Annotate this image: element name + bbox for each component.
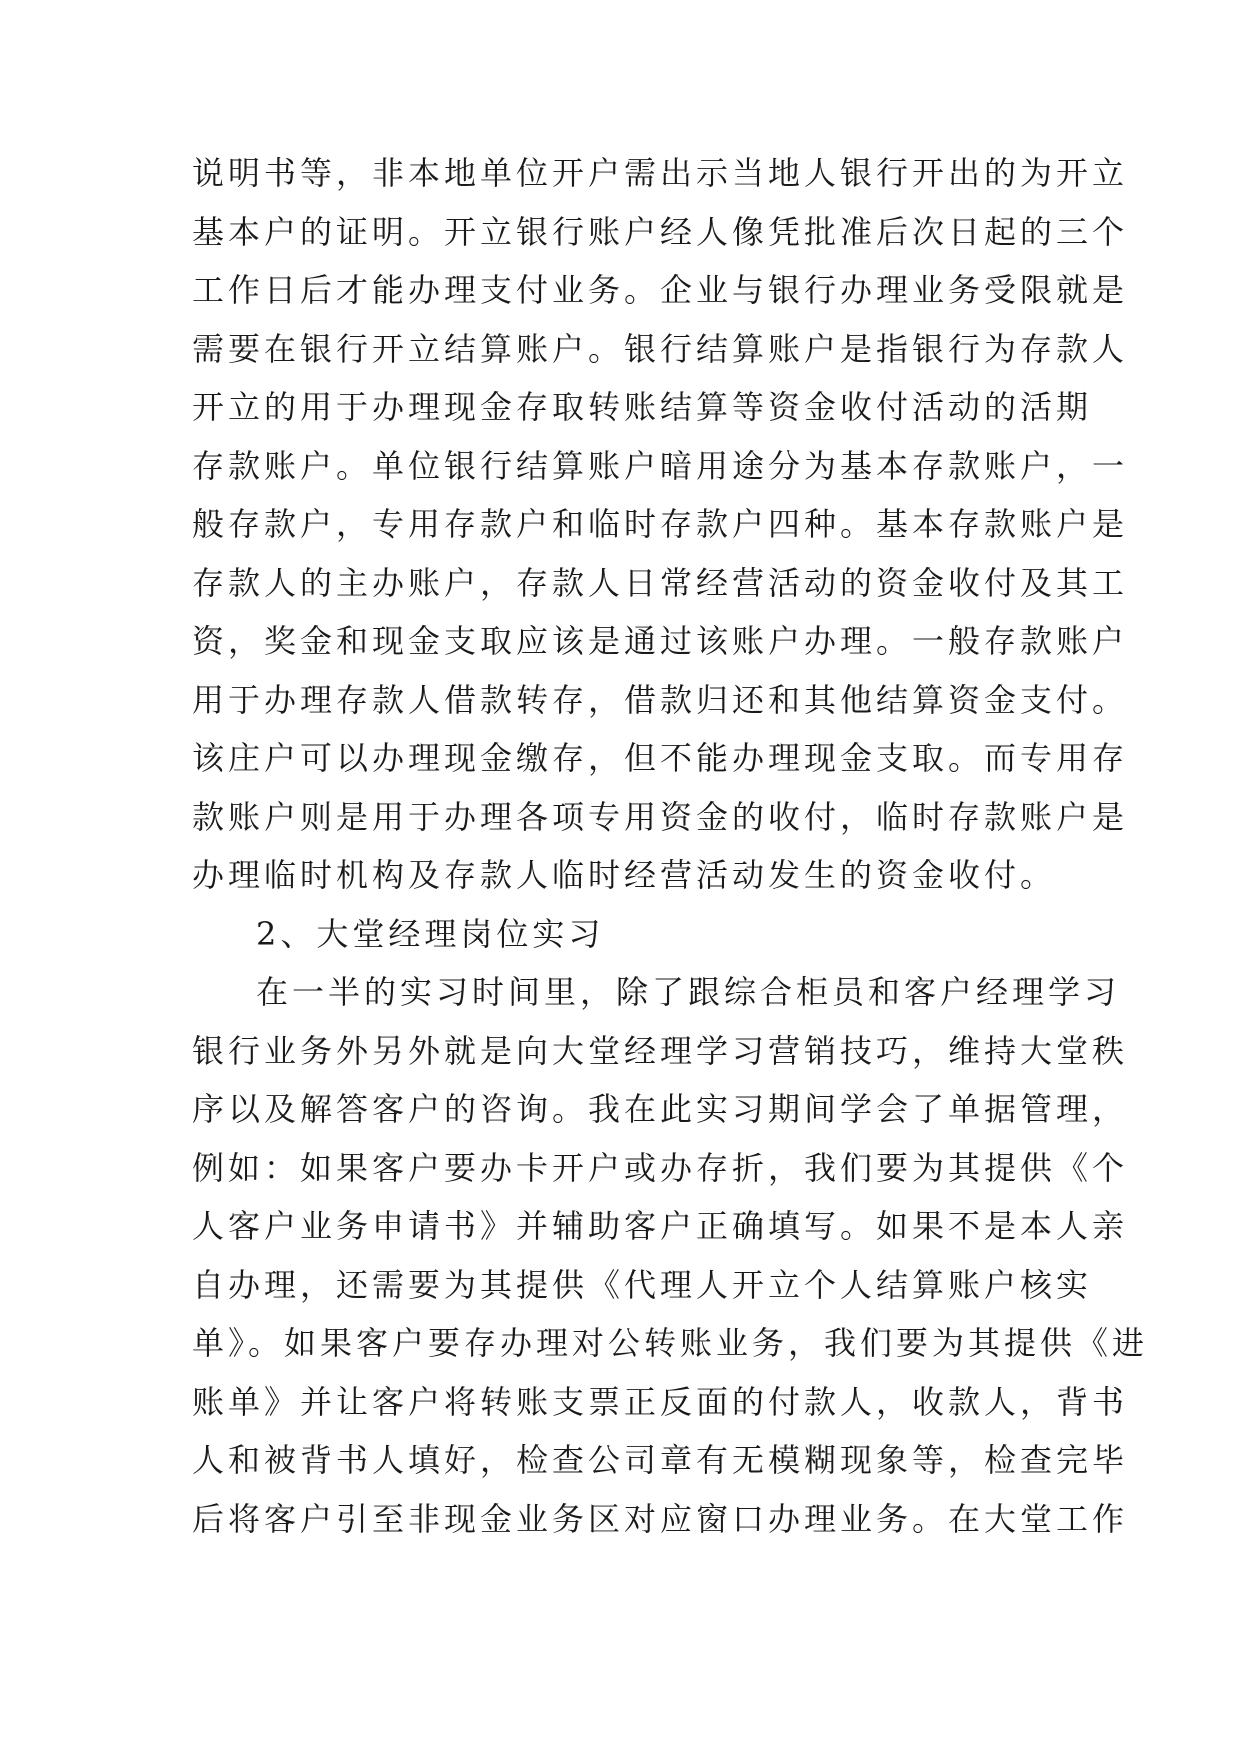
text-line: 款账户则是用于办理各项专用资金的收付，临时存款账户是: [192, 797, 1129, 836]
text-line: 人和被背书人填好，检查公司章有无模糊现象等，检查完毕: [192, 1441, 1129, 1479]
text-line: 办理临时机构及存款人临时经营活动发生的资金收付。: [192, 856, 1057, 894]
text-line: 该庄户可以办理现金缴存，但不能办理现金支取。而专用存: [192, 739, 1129, 777]
text-line: 说明书等，非本地单位开户需出示当地人银行开出的为开立: [192, 154, 1129, 192]
text-line: 自办理，还需要为其提供《代理人开立个人结算账户核实: [192, 1265, 1093, 1304]
text-line: 工作日后才能办理支付业务。企业与银行办理业务受限就是: [192, 271, 1129, 309]
text-line: 资，奖金和现金支取应该是通过该账户办理。一般存款账户: [192, 622, 1129, 660]
section-heading: 2、大堂经理岗位实习: [256, 914, 605, 953]
text-line: 账单》并让客户将转账支票正反面的付款人，收款人，背书: [192, 1382, 1129, 1421]
text-line: 般存款户，专用存款户和临时存款户四种。基本存款账户是: [192, 505, 1129, 543]
text-line: 在一半的实习时间里，除了跟综合柜员和客户经理学习: [256, 973, 1121, 1011]
text-line: 后将客户引至非现金业务区对应窗口办理业务。在大堂工作: [192, 1499, 1129, 1538]
text-line: 用于办理存款人借款转存，借款归还和其他结算资金支付。: [192, 680, 1129, 719]
body-text: [192, 144, 1149, 1548]
text-line: 人客户业务申请书》并辅助客户正确填写。如果不是本人亲: [192, 1207, 1129, 1245]
text-line: 基本户的证明。开立银行账户经人像凭批准后次日起的三个: [192, 212, 1129, 251]
text-line: 存款账户。单位银行结算账户暗用途分为基本存款账户，一: [192, 446, 1129, 485]
text-line: 例如：如果客户要办卡开户或办存折，我们要为其提供《个: [192, 1148, 1129, 1187]
text-line: 需要在银行开立结算账户。银行结算账户是指银行为存款人: [192, 329, 1129, 368]
text-line: 序以及解答客户的咨询。我在此实习期间学会了单据管理，: [192, 1090, 1129, 1128]
text-line: 单》。如果客户要存办理对公转账业务，我们要为其提供《进: [192, 1324, 1149, 1362]
text-line: 开立的用于办理现金存取转账结算等资金收付活动的活期: [192, 388, 1093, 426]
text-line: 银行业务外另外就是向大堂经理学习营销技巧，维持大堂秩: [192, 1031, 1129, 1070]
text-line: 存款人的主办账户，存款人日常经营活动的资金收付及其工: [192, 563, 1129, 602]
